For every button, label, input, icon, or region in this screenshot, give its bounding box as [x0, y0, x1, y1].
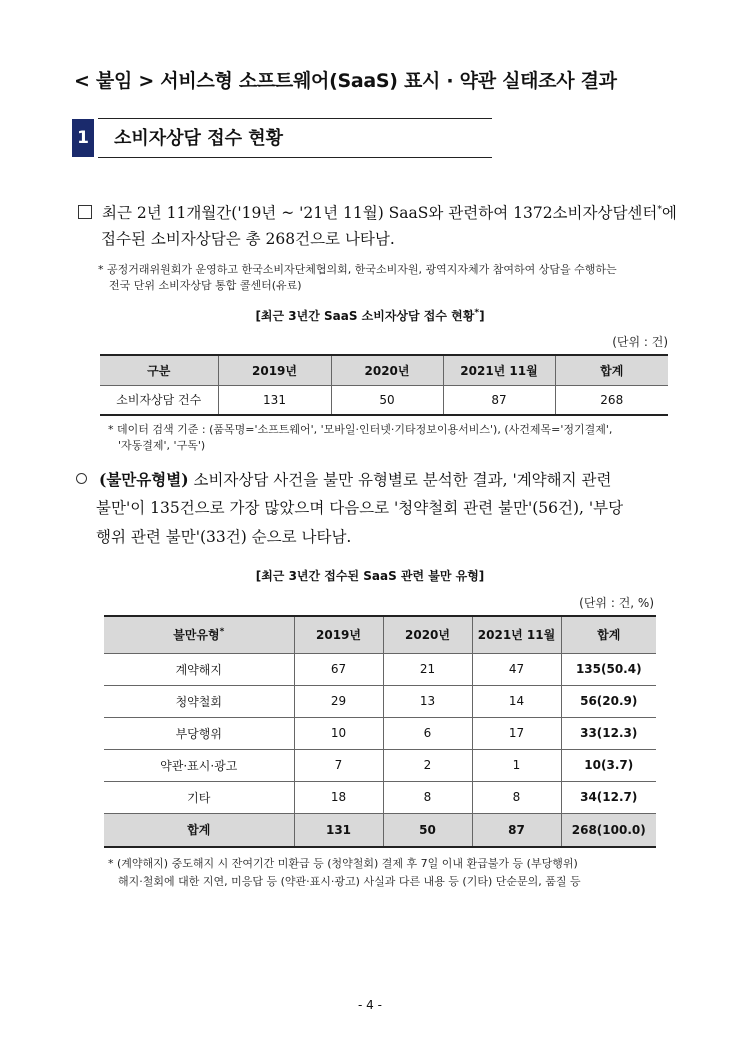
table-cell: 계약해지	[104, 653, 294, 685]
table-row	[104, 685, 656, 717]
section-title: 소비자상담 접수 현황	[114, 128, 284, 149]
table-cell: 청약철회	[104, 685, 294, 717]
table-cell: 소비자상담 건수	[100, 385, 218, 415]
table-1-header-cell: 2020년	[331, 355, 443, 385]
footnote-2-line-2: '자동결제', '구독')	[118, 439, 206, 452]
table-2-header-cell: 2020년	[383, 616, 472, 653]
table-cell: 87	[472, 813, 561, 847]
table-2-unit: (단위 : 건, %)	[579, 596, 654, 610]
table-2-header-cell: 2021년 11월	[472, 616, 561, 653]
bullet-circle-icon	[76, 473, 87, 484]
table-cell: 14	[472, 685, 561, 717]
table-cell: 268	[555, 385, 668, 415]
table-cell: 합계	[104, 813, 294, 847]
table-cell: 34(12.7)	[561, 781, 656, 813]
table-1	[100, 354, 668, 416]
table-cell: 268(100.0)	[561, 813, 656, 847]
footnote-3-line-2: 해지·철회에 대한 지연, 미응답 등 (약관·표시·광고) 사실과 다른 내용 등 (기타) 단순문의, 품질 등	[118, 875, 581, 888]
paragraph-2-line-2: 불만'이 135건으로 가장 많았으며 다음으로 '청약철회 관련 불만'(56건), '부당	[96, 499, 624, 517]
table-1-caption: [최근 3년간 SaaS 소비자상담 접수 현황*]	[255, 308, 485, 323]
table-2	[104, 615, 656, 848]
footnote-1-line-1: * 공정거래위원회가 운영하고 한국소비자단체협의회, 한국소비자원, 광역지자체가 참여하여 상담을 수행하는	[98, 263, 617, 276]
table-row	[100, 385, 668, 415]
table-cell: 135(50.4)	[561, 653, 656, 685]
table-cell: 131	[294, 813, 383, 847]
table-cell: 47	[472, 653, 561, 685]
table-cell: 33(12.3)	[561, 717, 656, 749]
table-2-header-row	[104, 616, 656, 653]
table-2-caption: [최근 3년간 접수된 SaaS 관련 불만 유형]	[255, 569, 485, 583]
table-1-header-cell: 합계	[555, 355, 668, 385]
table-row	[104, 717, 656, 749]
table-cell: 17	[472, 717, 561, 749]
table-cell: 29	[294, 685, 383, 717]
table-cell: 1	[472, 749, 561, 781]
checkbox-square-icon	[78, 205, 92, 219]
document-title: < 붙임 > 서비스형 소프트웨어(SaaS) 표시 · 약관 실태조사 결과	[74, 70, 617, 92]
table-total-row	[104, 813, 656, 847]
table-cell: 21	[383, 653, 472, 685]
table-cell: 18	[294, 781, 383, 813]
table-cell: 10	[294, 717, 383, 749]
table-cell: 8	[383, 781, 472, 813]
section-rule-top	[98, 118, 492, 119]
table-2-header-cell: 불만유형*	[104, 616, 294, 653]
table-row	[104, 749, 656, 781]
page-number: - 4 -	[358, 998, 382, 1012]
table-cell: 7	[294, 749, 383, 781]
footnote-1-line-2: 전국 단위 소비자상담 통합 콜센터(유료)	[109, 279, 302, 292]
table-1-header-cell: 2019년	[218, 355, 331, 385]
table-1-header-cell: 구분	[100, 355, 218, 385]
table-cell: 약관·표시·광고	[104, 749, 294, 781]
paragraph-2-line-3: 행위 관련 불만'(33건) 순으로 나타남.	[96, 528, 352, 546]
paragraph-1-line-2: 접수된 소비자상담은 총 268건으로 나타남.	[101, 230, 395, 248]
footnote-3-line-1: * (계약해지) 중도해지 시 잔여기간 미환급 등 (청약철회) 결제 후 7일 이내 환급불가 등 (부당행위)	[108, 857, 578, 870]
table-1-header-row	[100, 355, 668, 385]
table-cell: 50	[331, 385, 443, 415]
table-cell: 56(20.9)	[561, 685, 656, 717]
table-cell: 8	[472, 781, 561, 813]
table-2-header-cell: 합계	[561, 616, 656, 653]
table-1-unit: (단위 : 건)	[612, 335, 668, 349]
table-cell: 6	[383, 717, 472, 749]
paragraph-2-line-1: (불만유형별) 소비자상담 사건을 불만 유형별로 분석한 결과, '계약해지 관련	[76, 465, 611, 495]
section-number-box: 1	[72, 119, 94, 157]
table-row	[104, 781, 656, 813]
table-cell: 50	[383, 813, 472, 847]
table-cell: 2	[383, 749, 472, 781]
table-cell: 13	[383, 685, 472, 717]
table-1-header-cell: 2021년 11월	[443, 355, 555, 385]
table-cell: 10(3.7)	[561, 749, 656, 781]
paragraph-1-line-1: 최근 2년 11개월간('19년 ~ '21년 11월) SaaS와 관련하여 1372소비자상담센터*에	[78, 196, 677, 228]
table-row	[104, 653, 656, 685]
section-rule-bottom	[98, 157, 492, 158]
table-cell: 87	[443, 385, 555, 415]
table-cell: 67	[294, 653, 383, 685]
table-2-header-cell: 2019년	[294, 616, 383, 653]
footnote-2-line-1: * 데이터 검색 기준 : (품목명='소프트웨어', '모바일·인터넷·기타정보이용서비스'), (사건제목='정기결제',	[108, 423, 613, 436]
table-cell: 기타	[104, 781, 294, 813]
table-cell: 부당행위	[104, 717, 294, 749]
table-cell: 131	[218, 385, 331, 415]
